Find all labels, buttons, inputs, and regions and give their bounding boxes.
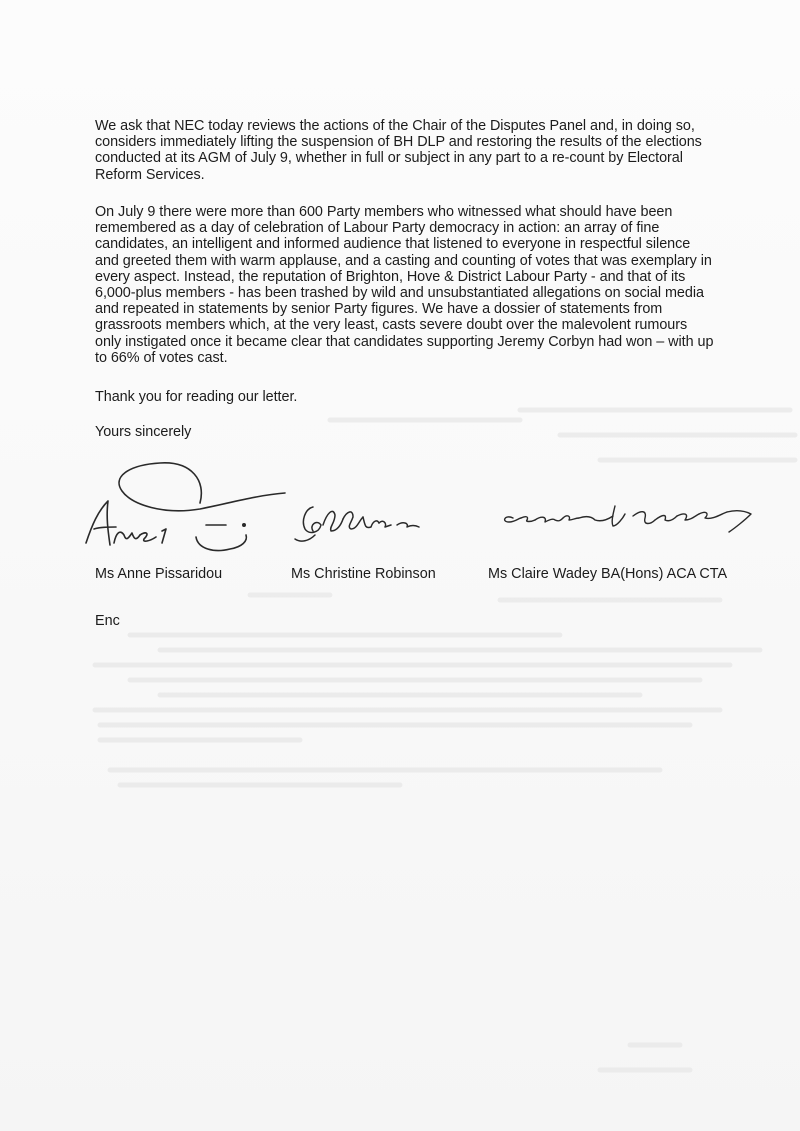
signatory-name-claire: Ms Claire Wadey BA(Hons) ACA CTA (488, 566, 728, 582)
signature-christine-robinson (285, 495, 425, 555)
signatory-name-christine: Ms Christine Robinson (291, 566, 436, 582)
valediction: Yours sincerely (95, 424, 192, 440)
signature-anne-pissaridou (80, 455, 310, 560)
paragraph-request: We ask that NEC today reviews the actions of the Chair of the Disputes Panel and, in doing so, considers immediately lifting the suspension of BH DLP and restoring the results of the elections conducted at its AGM of July 9, whether in full or subject in any part to a re-count by Electoral Reform Services. (95, 118, 702, 183)
paragraph-july-9: On July 9 there were more than 600 Party members who witnessed what should have been remembered as a day of celebration of Labour Party democracy in action: an array of fine candidates, an intelligent and informed audience that listened to everyone in respectful silence and greeted them with warm applause, and a casting and counting of votes that was exemplary in every aspect. Instead, the reputation of Brighton, Hove & District Labour Party - and that of its 6,000-plus members - has been trashed by wild and unsubstantiated allegations on social media and repeated in statements by senior Party figures. We have a dossier of statements from grassroots members which, at the very least, casts severe doubt over the malevolent rumours only instigated once it became clear that candidates supporting Jeremy Corbyn had won – with up to 66% of votes cast. (95, 204, 714, 366)
enclosure-note: Enc (95, 613, 120, 629)
signatory-name-anne: Ms Anne Pissaridou (95, 566, 223, 582)
paragraph-thanks: Thank you for reading our letter. (95, 389, 298, 405)
signature-claire-wadey (495, 500, 765, 540)
